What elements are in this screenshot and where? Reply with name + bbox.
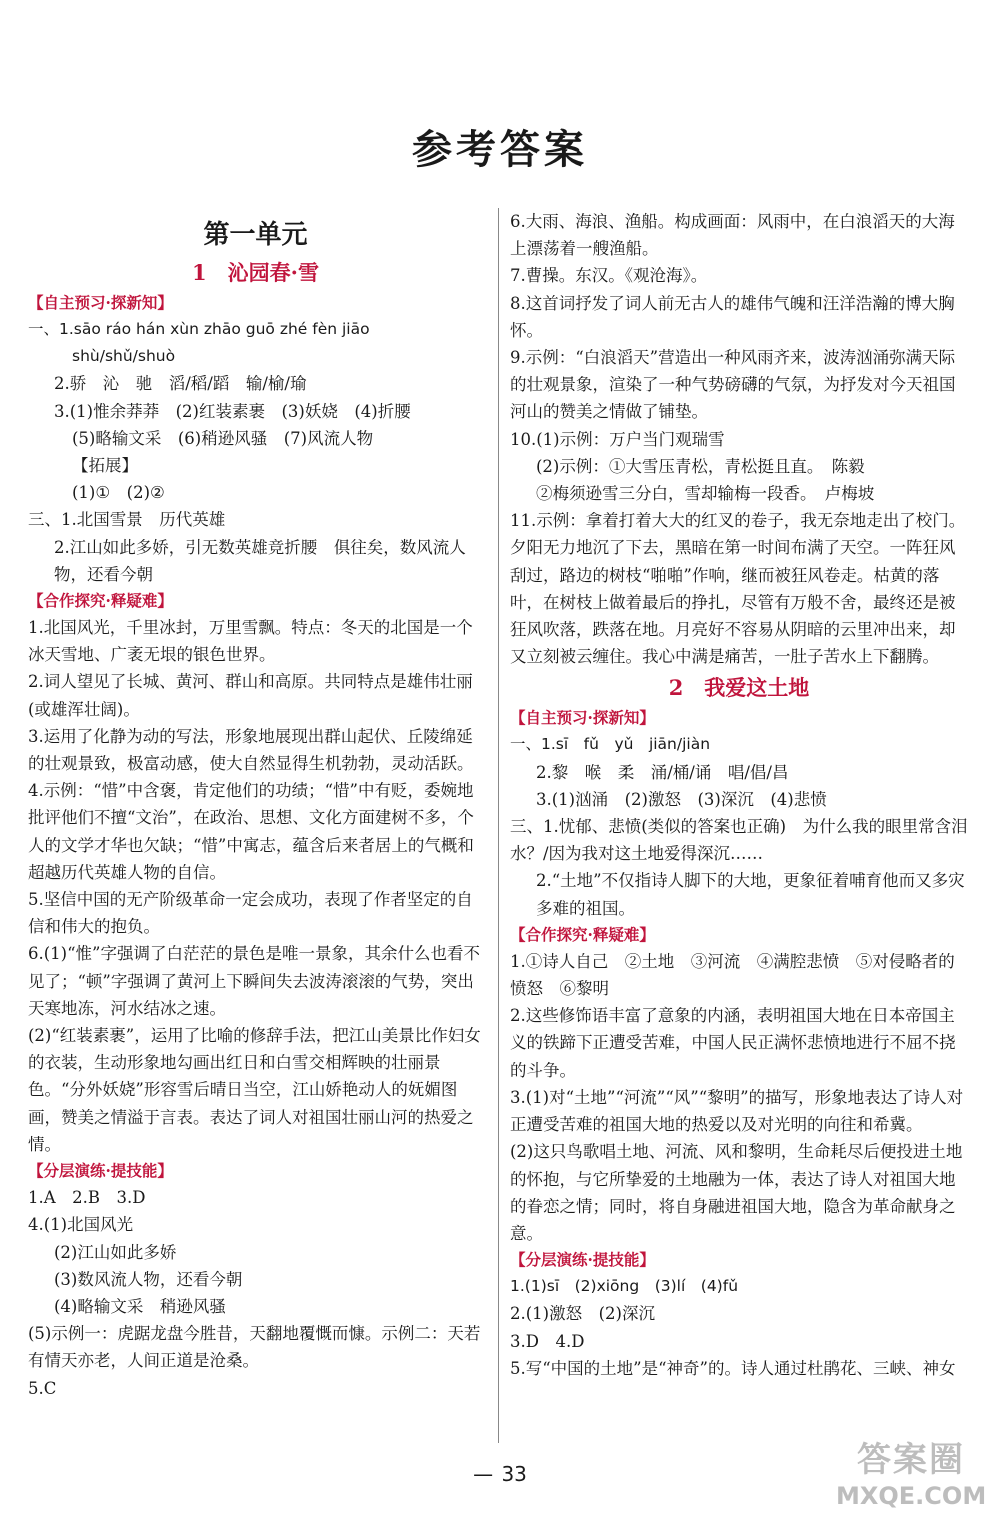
- answer-line: 【拓展】: [72, 456, 138, 476]
- answer-line: 三、1.北国雪景 历代英雄: [28, 510, 226, 530]
- section-heading: 【分层演练·提技能】: [28, 1161, 173, 1181]
- answer-line: 2.江山如此多娇，引无数英雄竞折腰 俱往矣，数风流人物，还看今朝: [54, 537, 466, 584]
- answer-line: 3.D 4.D: [510, 1331, 585, 1351]
- answer-line: 5.坚信中国的无产阶级革命一定会成功，表现了作者坚定的自信和伟大的抱负。: [28, 890, 473, 937]
- answer-line: 3.(1)惟余莽莽 (2)红装素裹 (3)妖娆 (4)折腰: [54, 401, 411, 421]
- answer-line: 2.黎 喉 柔 涌/桶/诵 唱/倡/昌: [536, 762, 789, 782]
- answer-line: ②梅须逊雪三分白，雪却输梅一段香。 卢梅坡: [536, 484, 875, 504]
- answer-line: 4.示例：“惜”中含褒，肯定他们的功绩；“惜”中有贬，委婉地批评他们不擅“文治”，在政治、思想、文化方面建树不多，个人的文学才华也欠缺；“惜”中寓志，蕴含后来者居上的气概和超越历代英雄人物的自信。: [28, 781, 474, 882]
- answer-line: 11.示例：拿着打着大大的红叉的卷子，我无奈地走出了校门。夕阳无力地沉了下去，黑暗在第一时间布满了天空。一阵狂风刮过，路边的树枝“啪啪”作响，继而被狂风卷走。枯黄的落叶，在树枝上做着最后的挣扎，尽管有万般不舍，最终还是被狂风吹落，跌落在地。月亮好不容易从阴暗的云里冲出来，却又立刻被云缠住。我心中满是痛苦，一肚子苦水上下翻腾。: [510, 511, 966, 667]
- answer-line: 3.(1)对“土地”“河流”“风”“黎明”的描写，形象地表达了诗人对正遭受苦难的祖国大地的热爱以及对光明的向往和希冀。: [510, 1087, 964, 1135]
- answer-line: (1)① (2)②: [72, 483, 165, 503]
- section-heading: 【合作探究·释疑难】: [510, 924, 655, 944]
- column-divider: [498, 208, 499, 1443]
- page-number-dash: —: [473, 1462, 496, 1486]
- answer-line: 2.(1)激怒 (2)深沉: [510, 1304, 655, 1324]
- answer-line: (5)略输文采 (6)稍逊风骚 (7)风流人物: [72, 428, 374, 448]
- section-heading: 【自主预习·探新知】: [510, 708, 655, 728]
- answer-line: 7.曹操。东汉。《观沧海》。: [510, 266, 708, 286]
- answer-line: 1.①诗人自己 ②土地 ③河流 ④满腔悲愤 ⑤对侵略者的愤怒 ⑥黎明: [510, 951, 955, 999]
- answer-line: 1.A 2.B 3.D: [28, 1188, 146, 1208]
- section-heading: 【合作探究·释疑难】: [28, 591, 173, 611]
- answer-line: 10.(1)示例：万户当门观瑞雪: [510, 429, 725, 449]
- section-heading: 【分层演练·提技能】: [510, 1250, 655, 1270]
- answer-line: 一、1.sāo ráo hán xùn zhāo guō zhé fèn jiāo: [28, 320, 370, 338]
- answer-line: (5)示例一：虎踞龙盘今胜昔，天翻地覆慨而慷。示例二：天若有情天亦老，人间正道是沧桑。: [28, 1324, 481, 1371]
- lesson-title: 1 沁园春·雪: [192, 260, 319, 285]
- answer-line: 5.C: [28, 1378, 57, 1398]
- answer-line: 2.“土地”不仅指诗人脚下的大地，更象征着哺育他而又多灾多难的祖国。: [536, 871, 965, 918]
- answer-line: (2)示例：①大雪压青松，青松挺且直。 陈毅: [536, 456, 865, 476]
- answer-line: 6.大雨、海浪、渔船。构成画面：风雨中，在白浪滔天的大海上漂荡着一艘渔船。: [510, 212, 955, 259]
- unit-title: 第一单元: [203, 220, 308, 250]
- answer-line: 1.(1)sī (2)xiōng (3)lí (4)fǔ: [510, 1277, 739, 1296]
- answer-line: 2.骄 沁 驰 滔/稻/蹈 输/榆/瑜: [54, 374, 307, 394]
- answer-line: 8.这首词抒发了词人前无古人的雄伟气魄和汪洋浩瀚的博大胸怀。: [510, 293, 955, 340]
- watermark-text: 答案圈: [857, 1440, 965, 1480]
- answer-line: 2.词人望见了长城、黄河、群山和高原。共同特点是雄伟壮丽(或雄浑壮阔)。: [28, 672, 473, 719]
- page-title: 参考答案: [412, 126, 588, 173]
- answer-line: (2)江山如此多娇: [54, 1242, 177, 1262]
- answer-line: 一、1.sī fǔ yǔ jiān/jiàn: [510, 735, 711, 754]
- answer-line: 3.(1)汹涌 (2)激怒 (3)深沉 (4)悲愤: [536, 789, 827, 809]
- left-column: [28, 208, 483, 1402]
- answer-line: 1.北国风光，千里冰封，万里雪飘。特点：冬天的北国是一个冰天雪地、广袤无垠的银色世界。: [28, 618, 473, 665]
- watermark-url: MXQE.COM: [836, 1482, 987, 1510]
- answer-line: (2)“红装素裹”，运用了比喻的修辞手法，把江山美景比作妇女的衣装，生动形象地勾画出红日和白雪交相辉映的壮丽景色。“分外妖娆”形容雪后晴日当空，江山娇艳动人的妩媚图画，赞美之情溢于言表。表达了词人对祖国壮丽山河的热爱之情。: [28, 1026, 481, 1154]
- answer-line: 5.写“中国的土地”是“神奇”的。诗人通过杜鹃花、三峡、神女: [510, 1358, 956, 1378]
- answer-line: (4)略输文采 稍逊风骚: [54, 1296, 226, 1316]
- answer-line: (2)这只鸟歌唱土地、河流、风和黎明，生命耗尽后便投进土地的怀抱，与它所挚爱的土地融为一体，表达了诗人对祖国大地的眷恋之情；同时，将自身融进祖国大地，隐含为革命献身之意。: [510, 1142, 963, 1243]
- answer-line: (3)数风流人物，还看今朝: [54, 1269, 243, 1289]
- section-heading: 【自主预习·探新知】: [28, 293, 173, 312]
- answer-line: 三、1.忧郁、悲愤(类似的答案也正确) 为什么我的眼里常含泪水？/因为我对这土地爱得深沉……: [510, 817, 968, 864]
- lesson-title: 2 我爱这土地: [668, 675, 810, 701]
- page-number-value: 33: [501, 1462, 527, 1486]
- answer-line: 3.运用了化静为动的写法，形象地展现出群山起伏、丘陵绵延的壮观景致，极富动感，使大自然显得生机勃勃，灵动活跃。: [28, 726, 474, 774]
- answer-line: 9.示例：“白浪滔天”营造出一种风雨齐来，波涛汹涌弥满天际的壮观景象，渲染了一种气势磅礴的气氛，为抒发对今天祖国河山的赞美之情做了铺垫。: [510, 348, 956, 422]
- right-column: [510, 208, 968, 1382]
- watermark-logo: [836, 1439, 986, 1527]
- answer-line: 2.这些修饰语丰富了意象的内涵，表明祖国大地在日本帝国主义的铁蹄下正遭受苦难，中国人民正满怀悲愤地进行不屈不挠的斗争。: [510, 1006, 956, 1080]
- answer-line: shù/shǔ/shuò: [72, 347, 176, 366]
- answer-line: 6.(1)“惟”字强调了白茫茫的景色是唯一景象，其余什么也看不见了；“顿”字强调了黄河上下瞬间失去波涛滚滚的气势，突出天寒地冻，河水结冰之速。: [28, 944, 480, 1018]
- answer-line: 4.(1)北国风光: [28, 1215, 134, 1235]
